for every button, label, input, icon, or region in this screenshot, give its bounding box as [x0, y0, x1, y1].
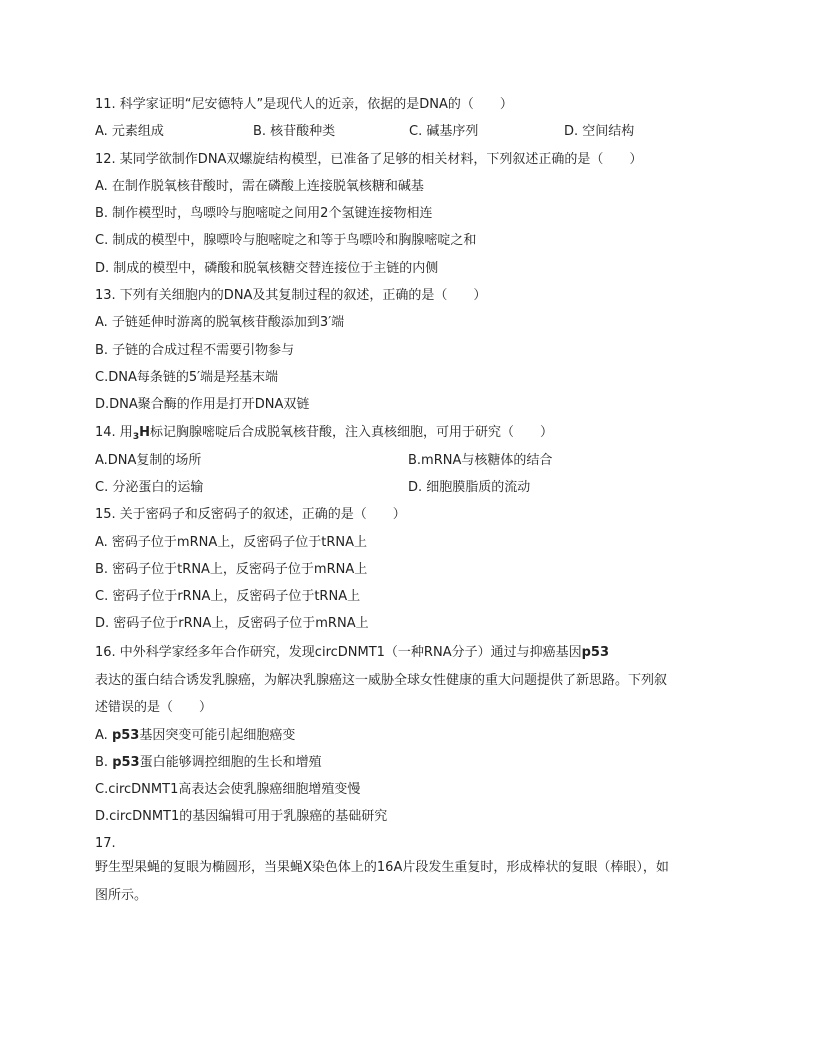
q14-option-c: C. 分泌蛋白的运输 [95, 480, 204, 495]
q16-option-a [95, 727, 295, 745]
q11-option-c: C. 碱基序列 [409, 124, 479, 139]
q11-option-a: A. 元素组成 [95, 124, 164, 139]
q13-option-a: A. 子链延伸时游离的脱氧核苷酸添加到3′端 [95, 315, 345, 330]
q16-stem-text: 16. 中外科学家经多年合作研究，发现circDNMT1（一种RNA分子）通过与抑癌基因 [95, 645, 582, 660]
q12-stem: 12. 某同学欲制作DNA双螺旋结构模型，已准备了足够的相关材料，下列叙述正确的是（ ） [95, 152, 643, 167]
q15-option-b: B. 密码子位于tRNA上，反密码子位于mRNA上 [95, 562, 368, 577]
q16-stem-line2: 表达的蛋白结合诱发乳腺癌，为解决乳腺癌这一威胁全球女性健康的重大问题提供了新思路。下列叙 [95, 673, 668, 688]
q17-stem-line2: 图所示。 [95, 888, 148, 903]
q11-stem: 11. 科学家证明“尼安德特人”是现代人的近亲，依据的是DNA的（ ） [95, 97, 513, 112]
q12-option-c: C. 制成的模型中，腺嘌呤与胞嘧啶之和等于鸟嘌呤和胸腺嘧啶之和 [95, 233, 477, 248]
q14-stem-post: 标记胸腺嘧啶后合成脱氧核苷酸，注入真核细胞，可用于研究（ ） [149, 425, 553, 440]
q14-stem [95, 424, 553, 443]
q16-gene-p53: p53 [581, 645, 609, 660]
q13-option-c: C.DNA每条链的5′端是羟基末端 [95, 370, 279, 385]
q16-stem-line3: 述错误的是（ ） [95, 700, 213, 715]
q15-stem: 15. 关于密码子和反密码子的叙述，正确的是（ ） [95, 507, 406, 522]
q13-option-b: B. 子链的合成过程不需要引物参与 [95, 343, 295, 358]
q16-option-b [95, 754, 322, 772]
q14-isotope-mass: 3 [132, 432, 140, 442]
q16-option-c: C.circDNMT1高表达会使乳腺癌细胞增殖变慢 [95, 782, 361, 797]
q16-option-b-gene: p53 [112, 755, 140, 770]
q16-option-a-label: A. [95, 728, 112, 743]
q13-option-d: D.DNA聚合酶的作用是打开DNA双链 [95, 397, 310, 412]
q15-option-c: C. 密码子位于rRNA上，反密码子位于tRNA上 [95, 589, 361, 604]
q15-option-a: A. 密码子位于mRNA上，反密码子位于tRNA上 [95, 535, 367, 550]
q14-option-b: B.mRNA与核糖体的结合 [408, 453, 553, 468]
q17-stem-line1: 野生型果蝇的复眼为椭圆形，当果蝇X染色体上的16A片段发生重复时，形成棒状的复眼（棒眼），如 [95, 860, 669, 875]
q13-stem: 13. 下列有关细胞内的DNA及其复制过程的叙述，正确的是（ ） [95, 288, 487, 303]
q16-option-b-label: B. [95, 755, 113, 770]
q12-option-d: D. 制成的模型中，磷酸和脱氧核糖交替连接位于主链的内侧 [95, 261, 439, 276]
q16-option-b-text: 蛋白能够调控细胞的生长和增殖 [139, 755, 322, 770]
q14-stem-pre: 14. 用 [95, 425, 133, 440]
q16-option-a-gene: p53 [111, 728, 140, 743]
q11-option-b: B. 核苷酸种类 [253, 124, 336, 139]
q12-option-a: A. 在制作脱氧核苷酸时，需在磷酸上连接脱氧核糖和碱基 [95, 179, 424, 194]
q14-option-d: D. 细胞膜脂质的流动 [408, 480, 531, 495]
q17-number: 17. [95, 836, 116, 851]
q11-option-d: D. 空间结构 [564, 124, 635, 139]
q12-option-b: B. 制作模型时，鸟嘌呤与胞嘧啶之间用2个氢键连接物相连 [95, 206, 433, 221]
q16-option-a-text: 基因突变可能引起细胞癌变 [139, 728, 296, 743]
q16-option-d: D.circDNMT1的基因编辑可用于乳腺癌的基础研究 [95, 809, 388, 824]
q16-stem-line1 [95, 644, 609, 662]
q15-option-d: D. 密码子位于rRNA上，反密码子位于mRNA上 [95, 616, 369, 631]
q14-option-a: A.DNA复制的场所 [95, 453, 202, 468]
q14-isotope-h: H [139, 425, 150, 440]
